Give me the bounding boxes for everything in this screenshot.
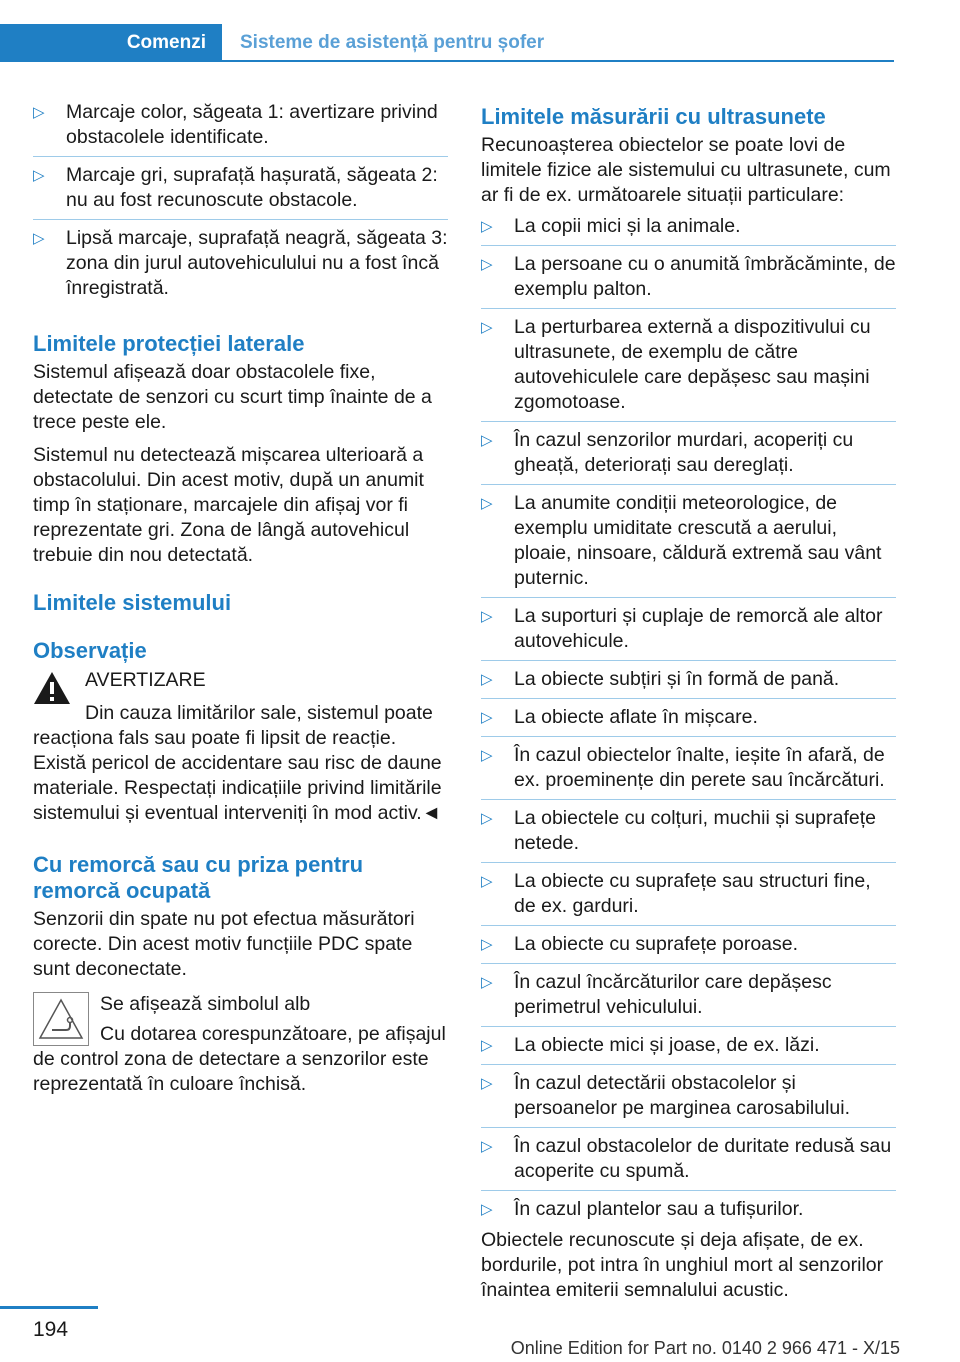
trailer-warning-icon [33, 992, 89, 1046]
list-item: ▷ În cazul senzorilor murdari, acoperiți cu gheață, deteriorați sau dereglați. [481, 421, 896, 478]
display-marking-list [33, 100, 448, 301]
warning-title: AVERTIZARE [85, 669, 206, 691]
list-item: ▷ La suporturi și cuplaje de remorcă ale altor autovehicule. [481, 597, 896, 654]
heading-note: Observație [33, 638, 147, 663]
list-item: ▷ În cazul obstacolelor de duritate redusă sau acoperite cu spumă. [481, 1127, 896, 1184]
heading-ultrasound: Limitele măsurării cu ultrasunete [481, 104, 826, 129]
symbol-description: Cu dotarea corespunzătoare, pe afișajul de control zona de detectare a senzorilor este reprezentată în culoare închisă. [33, 1023, 446, 1095]
page-number: 194 [33, 1318, 69, 1341]
triangle-bullet-icon: ▷ [481, 1201, 493, 1218]
triangle-bullet-icon: ▷ [481, 873, 493, 890]
section-title: Sisteme de asistență pentru șofer [240, 32, 545, 53]
list-item: ▷ La obiecte mici și joase, de ex. lăzi. [481, 1026, 896, 1058]
warning-text: Din cauza limitărilor sale, sistemul poate reacționa fals sau poate fi lipsit de reacție. Există pericol de accidentare sau risc de daune materiale. Respectați indicațiile privind limitările sistemului și eventual interveniți în mod activ.◄ [33, 702, 442, 824]
list-item: ▷ La perturbarea externă a dispozitivului cu ultrasunete, de exemplu de către autovehiculele care depășesc sau mașini zgomotoase. [481, 308, 896, 415]
triangle-bullet-icon: ▷ [481, 671, 493, 688]
list-item: ▷ Lipsă marcaje, suprafață neagră, săgeata 3: zona din jurul autovehiculului nu a fost încă înregistrată. [33, 219, 448, 301]
symbol-caption: Se afișează simbolul alb [100, 993, 311, 1015]
heading-system-limits: Limitele sistemului [33, 590, 232, 615]
paragraph: Senzorii din spate nu pot efectua măsurători corecte. Din acest motiv funcțiile PDC spate sunt deconectate. [33, 908, 415, 980]
footer-divider [0, 1306, 98, 1309]
list-item: ▷ În cazul detectării obstacolelor și persoanelor pe marginea carosabilului. [481, 1064, 896, 1121]
chapter-tab: Comenzi [0, 24, 222, 62]
right-column [481, 100, 896, 1303]
list-item: ▷ La obiecte cu suprafețe sau structuri fine, de ex. garduri. [481, 862, 896, 919]
triangle-bullet-icon: ▷ [481, 810, 493, 827]
list-item: ▷ În cazul încărcăturilor care depășesc perimetrul vehiculului. [481, 963, 896, 1020]
warning-triangle-icon [33, 671, 71, 705]
list-item: ▷ La obiecte cu suprafețe poroase. [481, 925, 896, 957]
paragraph: Sistemul nu detectează mișcarea ulterioară a obstacolului. Din acest motiv, după un anumit timp în staționare, marcajele din afișaj vor fi reprezentate gri. Zona de lângă autovehicul trebuie din nou detectată. [33, 444, 424, 566]
triangle-bullet-icon: ▷ [481, 495, 493, 512]
triangle-bullet-icon: ▷ [481, 1037, 493, 1054]
triangle-bullet-icon: ▷ [481, 709, 493, 726]
heading-trailer: Cu remorcă sau cu priza pentru remorcă ocupată [33, 852, 364, 903]
list-item: ▷ La obiectele cu colțuri, muchii și suprafețe netede. [481, 799, 896, 856]
triangle-bullet-icon: ▷ [33, 230, 45, 247]
paragraph: Recunoașterea obiectelor se poate lovi de limitele fizice ale sistemului cu ultrasunete, cum ar fi de ex. următoarele situații particulare: [481, 134, 891, 206]
triangle-bullet-icon: ▷ [481, 608, 493, 625]
paragraph: Sistemul afișează doar obstacolele fixe, detectate de senzori cu scurt timp înainte de a trece peste ele. [33, 361, 432, 433]
list-item: ▷ La anumite condiții meteorologice, de exemplu umiditate crescută a aerului, ploaie, ninsoare, căldură extremă sau vânt puternic. [481, 484, 896, 591]
list-item: ▷ La persoane cu o anumită îmbrăcăminte, de exemplu palton. [481, 245, 896, 302]
triangle-bullet-icon: ▷ [481, 432, 493, 449]
paragraph: Obiectele recunoscute și deja afișate, de ex. bordurile, pot intra în unghiul mort al senzorilor înaintea emiterii semnalului acustic. [481, 1229, 884, 1301]
list-item: ▷ La obiecte aflate în mișcare. [481, 698, 896, 730]
page-header [0, 0, 960, 62]
triangle-bullet-icon: ▷ [33, 167, 45, 184]
warning-block [33, 668, 448, 826]
list-item: ▷ Marcaje gri, suprafață hașurată, săgeata 2: nu au fost recunoscute obstacole. [33, 156, 448, 213]
triangle-bullet-icon: ▷ [481, 256, 493, 273]
triangle-bullet-icon: ▷ [481, 974, 493, 991]
triangle-bullet-icon: ▷ [481, 1075, 493, 1092]
symbol-block [33, 992, 448, 1097]
heading-lateral: Limitele protecției laterale [33, 331, 305, 356]
list-item: ▷ La copii mici și la animale. [481, 215, 741, 237]
list-item: ▷ În cazul plantelor sau a tufișurilor. [481, 1190, 896, 1222]
triangle-bullet-icon: ▷ [481, 218, 493, 235]
ultrasound-limits-list [481, 214, 896, 1222]
triangle-bullet-icon: ▷ [481, 1138, 493, 1155]
triangle-bullet-icon: ▷ [481, 936, 493, 953]
header-divider [222, 60, 894, 62]
triangle-bullet-icon: ▷ [481, 747, 493, 764]
triangle-bullet-icon: ▷ [33, 104, 45, 121]
list-item: ▷ La obiecte subțiri și în formă de pană. [481, 660, 896, 692]
triangle-bullet-icon: ▷ [481, 319, 493, 336]
list-item: ▷ În cazul obiectelor înalte, ieșite în afară, de ex. proeminențe din perete sau încărcături. [481, 736, 896, 793]
edition-note: Online Edition for Part no. 0140 2 966 471 - X/15 [510, 1338, 900, 1358]
left-column [33, 100, 448, 1097]
list-item: ▷ Marcaje color, săgeata 1: avertizare privind obstacolele identificate. [33, 101, 438, 148]
